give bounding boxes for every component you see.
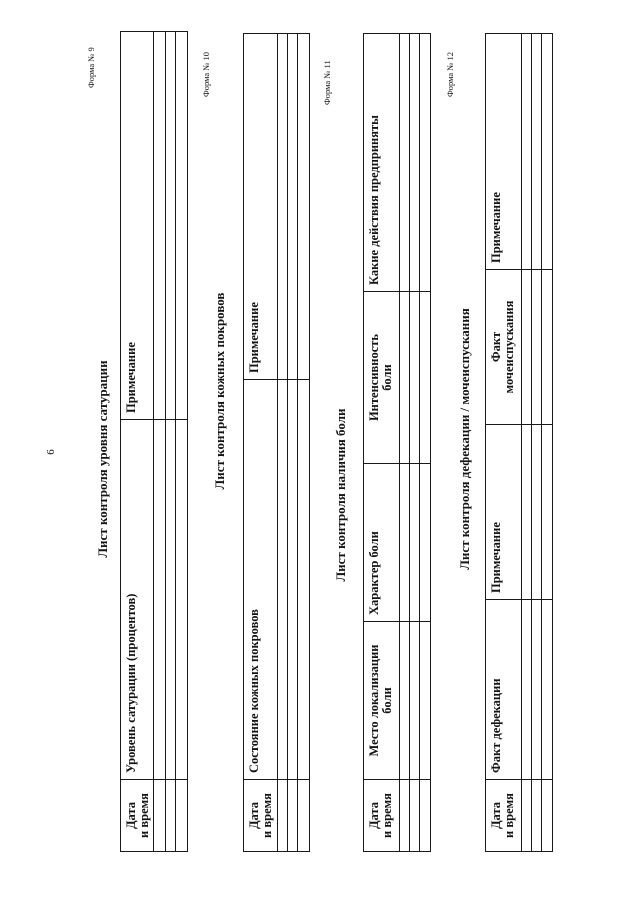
table-cell: [542, 425, 553, 600]
page-number: 6: [45, 449, 57, 455]
table-cell: [288, 34, 298, 380]
table-cell: [410, 292, 420, 464]
table-cell: [542, 270, 553, 425]
col-header-urination: Факт мочеиспускания: [486, 270, 522, 425]
col-header-pain-intensity: Интенсивность боли: [364, 292, 400, 464]
col-header-note: Примечание: [244, 34, 278, 380]
table-cell: [522, 600, 532, 780]
table-cell: [532, 780, 542, 852]
table-cell: [400, 292, 410, 464]
table-title-9: Лист контроля уровня сатурации: [95, 360, 110, 558]
table-title-10: Лист контроля кожных покровов: [212, 292, 227, 490]
table-cell: [288, 780, 298, 852]
table-cell: [298, 780, 310, 852]
table-cell: [420, 464, 431, 622]
table-cell: [522, 425, 532, 600]
table-cell: [522, 34, 532, 270]
table-cell: [542, 780, 553, 852]
table-cell: [410, 780, 420, 852]
col-header-note: Примечание: [486, 425, 522, 600]
table-cell: [154, 32, 166, 420]
table-cell: [278, 780, 288, 852]
table-title-12: Лист контроля дефекации / мочеиспускания: [457, 308, 472, 570]
col-header-date: Дата и время: [364, 780, 400, 852]
form-label-11: Форма № 11: [322, 60, 332, 105]
form-label-10: Форма № 10: [201, 51, 211, 97]
table-cell: [400, 780, 410, 852]
col-header-skin-condition: Состояние кожных покровов: [244, 380, 278, 780]
table-cell: [400, 622, 410, 780]
table-cell: [542, 34, 553, 270]
table-cell: [278, 380, 288, 780]
form-table-12: [485, 34, 552, 852]
form-label-9: Форма № 9: [86, 47, 96, 88]
table-cell: [410, 34, 420, 292]
col-header-note: Примечание: [121, 32, 154, 420]
form-label-12: Форма № 12: [445, 51, 455, 97]
table-cell: [420, 622, 431, 780]
table-cell: [542, 600, 553, 780]
col-header-pain-character: Характер боли: [364, 464, 400, 622]
table-cell: [166, 780, 176, 852]
form-table-9: [120, 32, 186, 852]
table-cell: [410, 622, 420, 780]
table-cell: [522, 780, 532, 852]
col-header-date: Дата и время: [121, 780, 154, 852]
table-cell: [278, 34, 288, 380]
table-cell: [298, 34, 310, 380]
form-table-11: [363, 34, 430, 852]
col-header-date: Дата и время: [486, 780, 522, 852]
table-cell: [166, 32, 176, 420]
table-cell: [176, 420, 188, 780]
form-table-10: [243, 34, 309, 852]
table-cell: [532, 425, 542, 600]
table-cell: [298, 380, 310, 780]
table-cell: [532, 34, 542, 270]
col-header-date: Дата и время: [244, 780, 278, 852]
col-header-note-2: Примечание: [486, 34, 522, 270]
table-cell: [400, 34, 410, 292]
table-cell: [166, 420, 176, 780]
table-cell: [176, 780, 188, 852]
table-title-11: Лист контроля наличия боли: [333, 408, 348, 582]
table-cell: [532, 270, 542, 425]
table-cell: [522, 270, 532, 425]
table-cell: [154, 420, 166, 780]
table-cell: [420, 780, 431, 852]
table-cell: [532, 600, 542, 780]
table-cell: [420, 292, 431, 464]
table-cell: [288, 380, 298, 780]
table-cell: [176, 32, 188, 420]
table-cell: [420, 34, 431, 292]
col-header-saturation: Уровень сатурации (процентов): [121, 420, 154, 780]
col-header-defecation: Факт дефекации: [486, 600, 522, 780]
table-cell: [400, 464, 410, 622]
table-cell: [154, 780, 166, 852]
col-header-pain-location: Место локализации боли: [364, 622, 400, 780]
col-header-actions-taken: Какие действия предприняты: [364, 34, 400, 292]
table-cell: [410, 464, 420, 622]
